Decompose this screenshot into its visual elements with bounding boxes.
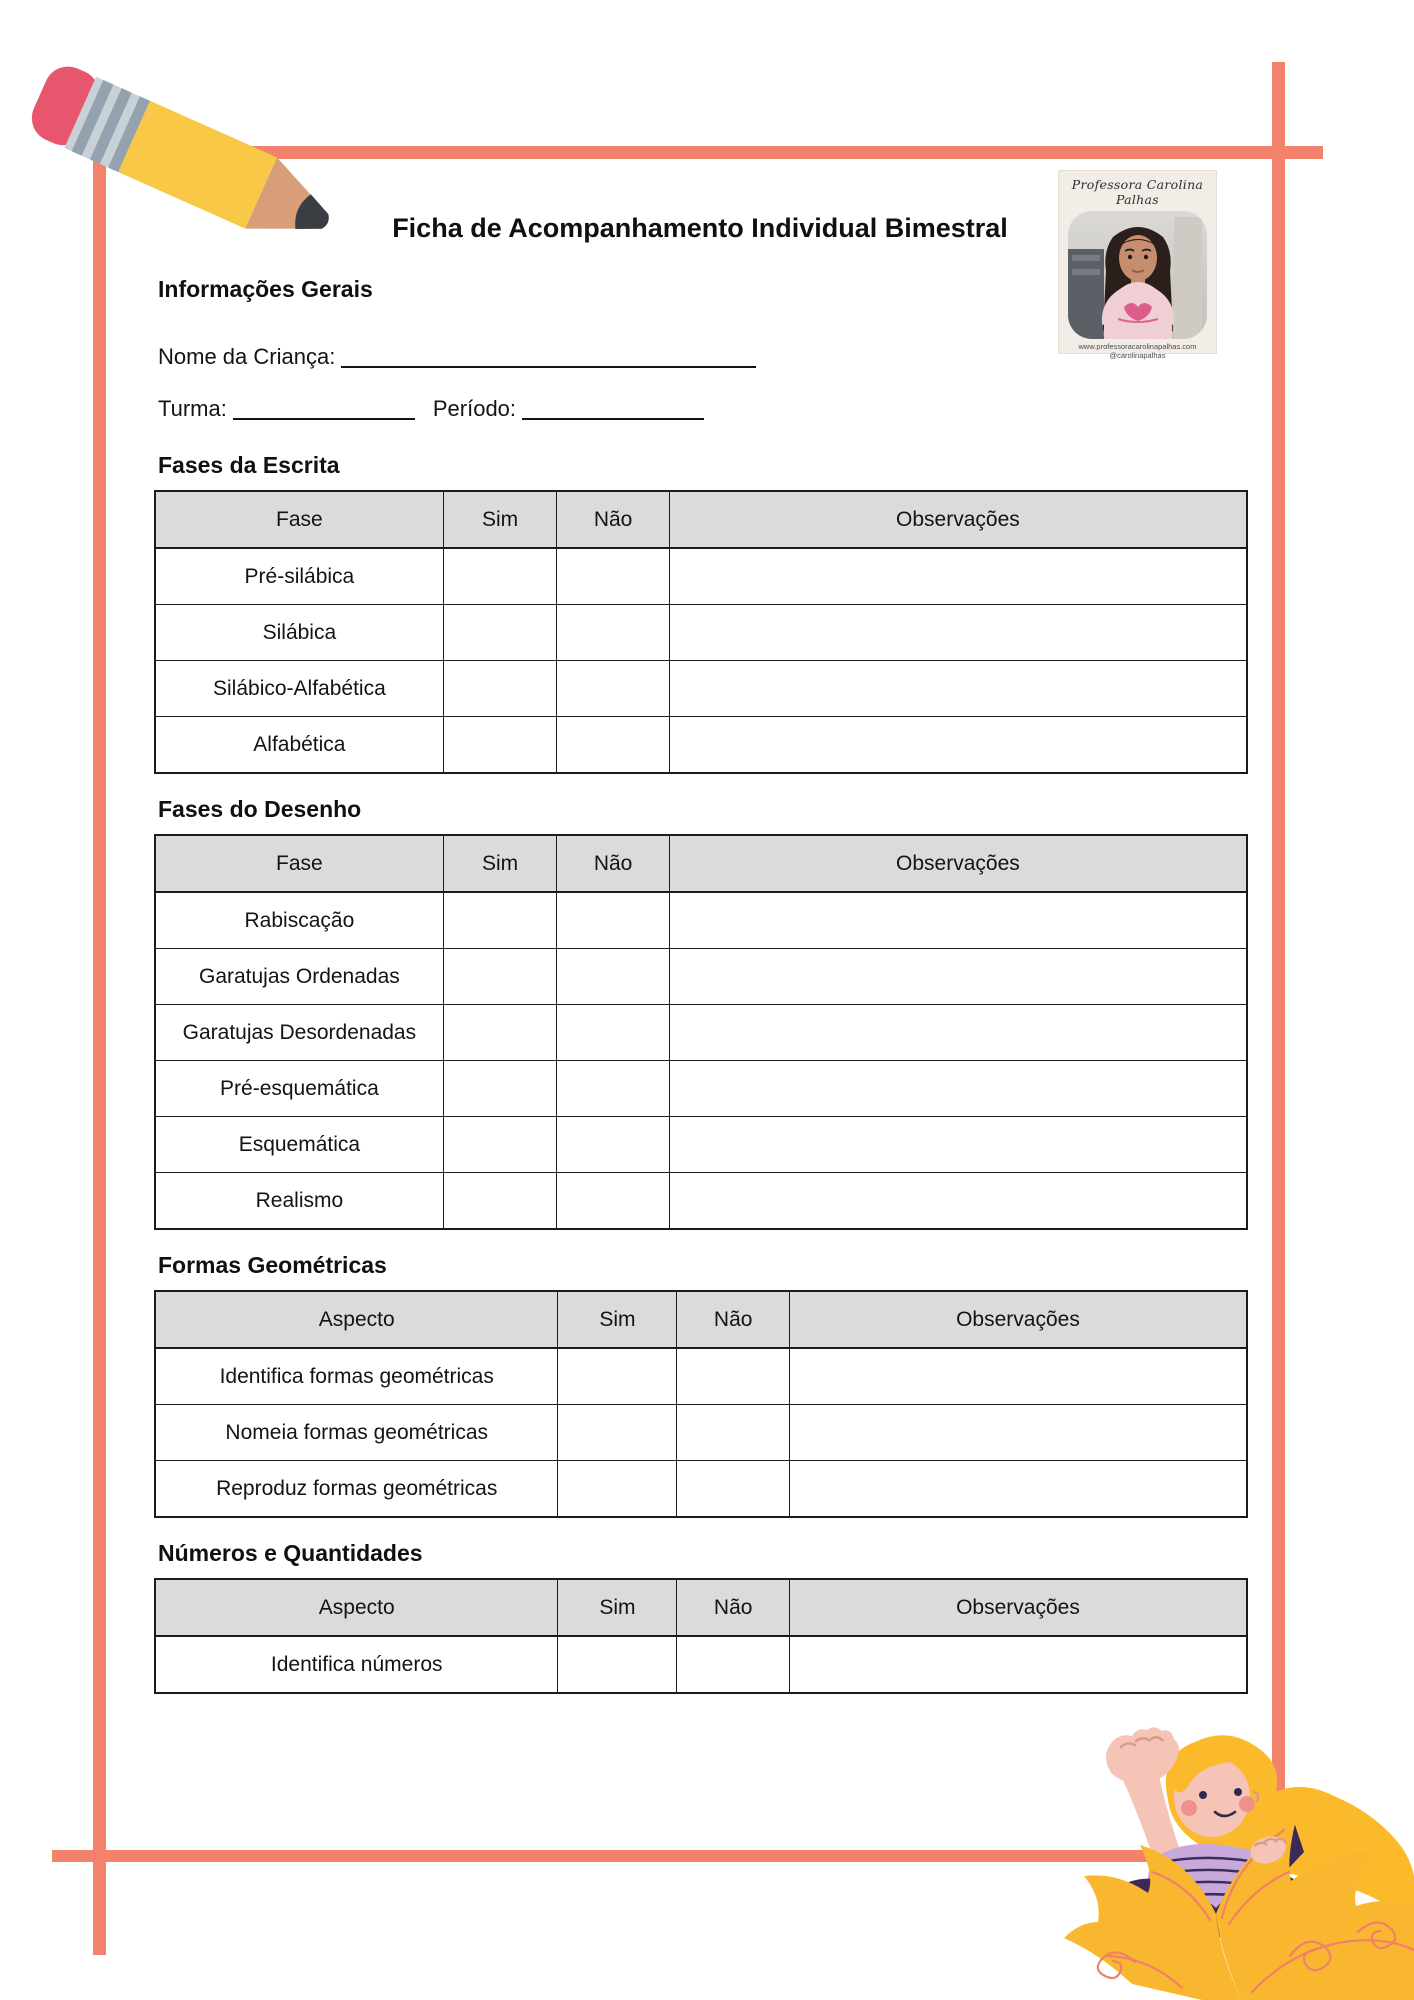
table-row [155, 1117, 1247, 1173]
class-period-line [158, 396, 704, 422]
nao-cell[interactable] [557, 949, 669, 1005]
column-header: Não [557, 835, 669, 892]
sim-cell[interactable] [443, 548, 557, 605]
column-header: Não [677, 1291, 789, 1348]
nao-cell[interactable] [557, 548, 669, 605]
row-label: Rabiscação [155, 892, 443, 949]
observacoes-cell[interactable] [789, 1636, 1247, 1693]
header-row [155, 1291, 1247, 1348]
table-row [155, 1405, 1247, 1461]
header-row [155, 491, 1247, 548]
sim-cell[interactable] [443, 892, 557, 949]
nao-cell[interactable] [557, 717, 669, 774]
page-title: Ficha de Acompanhamento Individual Bimestral [392, 213, 1008, 243]
nao-cell[interactable] [677, 1461, 789, 1518]
girl-reading-book-icon [1040, 1700, 1414, 2000]
table-row [155, 1348, 1247, 1405]
sim-cell[interactable] [443, 1061, 557, 1117]
sim-cell[interactable] [558, 1348, 677, 1405]
class-blank-line[interactable] [233, 396, 415, 420]
pencil-icon [30, 45, 390, 305]
column-header: Observações [669, 835, 1247, 892]
section-heading: Formas Geométricas [158, 1252, 387, 1278]
column-header: Sim [443, 491, 557, 548]
row-label: Reproduz formas geométricas [155, 1461, 558, 1518]
table-row [155, 548, 1247, 605]
pencil-body [118, 101, 277, 229]
nao-cell[interactable] [557, 1005, 669, 1061]
class-label: Turma: [158, 396, 227, 421]
row-label: Identifica números [155, 1636, 558, 1693]
column-header: Fase [155, 835, 443, 892]
observacoes-cell[interactable] [669, 949, 1247, 1005]
section-heading: Fases do Desenho [158, 796, 362, 822]
row-label: Esquemática [155, 1117, 443, 1173]
sim-cell[interactable] [558, 1405, 677, 1461]
table-row [155, 1173, 1247, 1230]
row-label: Silábica [155, 605, 443, 661]
observacoes-cell[interactable] [669, 605, 1247, 661]
observation-table [154, 1290, 1248, 1518]
row-label: Pré-silábica [155, 548, 443, 605]
observacoes-cell[interactable] [669, 661, 1247, 717]
column-header: Sim [558, 1579, 677, 1636]
teacher-name: Professora Carolina Palhas [1071, 177, 1204, 207]
row-label: Garatujas Desordenadas [155, 1005, 443, 1061]
section-2 [154, 796, 1248, 1230]
table-row [155, 1005, 1247, 1061]
header-row [155, 835, 1247, 892]
column-header: Não [677, 1579, 789, 1636]
observacoes-cell[interactable] [669, 1061, 1247, 1117]
observacoes-cell[interactable] [669, 1117, 1247, 1173]
sim-cell[interactable] [558, 1461, 677, 1518]
column-header: Fase [155, 491, 443, 548]
nao-cell[interactable] [557, 1117, 669, 1173]
child-name-blank-line[interactable] [341, 344, 756, 368]
sim-cell[interactable] [443, 605, 557, 661]
table-row [155, 949, 1247, 1005]
teacher-website: www.professoracarolinapalhas.com [1078, 342, 1197, 351]
sim-cell[interactable] [443, 1005, 557, 1061]
nao-cell[interactable] [557, 605, 669, 661]
observacoes-cell[interactable] [669, 548, 1247, 605]
observation-table [154, 834, 1248, 1230]
period-label: Período: [432, 396, 517, 421]
table-row [155, 1061, 1247, 1117]
table-row [155, 717, 1247, 774]
column-header: Sim [558, 1291, 677, 1348]
column-header: Aspecto [155, 1291, 558, 1348]
observation-table [154, 490, 1248, 774]
sim-cell[interactable] [443, 1117, 557, 1173]
period-blank-line[interactable] [522, 396, 704, 420]
section-4 [154, 1540, 1248, 1694]
table-row [155, 892, 1247, 949]
section-3 [154, 1252, 1248, 1518]
nao-cell[interactable] [557, 1173, 669, 1230]
row-label: Silábico-Alfabética [155, 661, 443, 717]
teacher-face [1119, 235, 1157, 281]
teacher-photo [1068, 211, 1207, 339]
nao-cell[interactable] [677, 1636, 789, 1693]
section-heading: Fases da Escrita [158, 452, 340, 478]
teacher-photo-badge [1058, 170, 1217, 360]
sim-cell[interactable] [443, 1173, 557, 1230]
nao-cell[interactable] [677, 1405, 789, 1461]
observacoes-cell[interactable] [669, 717, 1247, 774]
header-row [155, 1579, 1247, 1636]
table-row [155, 661, 1247, 717]
sim-cell[interactable] [558, 1636, 677, 1693]
observacoes-cell[interactable] [789, 1405, 1247, 1461]
sim-cell[interactable] [443, 661, 557, 717]
table-row [155, 605, 1247, 661]
frame-border-right [1272, 62, 1285, 1860]
table-row [155, 1636, 1247, 1693]
observacoes-cell[interactable] [789, 1348, 1247, 1405]
nao-cell[interactable] [557, 1061, 669, 1117]
row-label: Realismo [155, 1173, 443, 1230]
observation-table [154, 1578, 1248, 1694]
child-name-line [158, 344, 756, 370]
column-header: Não [557, 491, 669, 548]
observacoes-cell[interactable] [669, 1173, 1247, 1230]
frame-border-left [93, 150, 106, 1955]
section-1 [154, 452, 1248, 774]
sim-cell[interactable] [443, 949, 557, 1005]
row-label: Garatujas Ordenadas [155, 949, 443, 1005]
column-header: Observações [669, 491, 1247, 548]
row-label: Identifica formas geométricas [155, 1348, 558, 1405]
row-label: Nomeia formas geométricas [155, 1405, 558, 1461]
teacher-handle: @carolinapalhas [1109, 351, 1166, 360]
row-label: Pré-esquemática [155, 1061, 443, 1117]
column-header: Observações [789, 1579, 1247, 1636]
column-header: Aspecto [155, 1579, 558, 1636]
column-header: Sim [443, 835, 557, 892]
section-heading-informacoes-gerais: Informações Gerais [158, 276, 373, 302]
table-row [155, 1461, 1247, 1518]
observacoes-cell[interactable] [669, 892, 1247, 949]
nao-cell[interactable] [557, 892, 669, 949]
observacoes-cell[interactable] [789, 1461, 1247, 1518]
nao-cell[interactable] [557, 661, 669, 717]
section-heading: Números e Quantidades [158, 1540, 423, 1566]
sim-cell[interactable] [443, 717, 557, 774]
row-label: Alfabética [155, 717, 443, 774]
observacoes-cell[interactable] [669, 1005, 1247, 1061]
nao-cell[interactable] [677, 1348, 789, 1405]
observation-sections [154, 452, 1248, 1694]
column-header: Observações [789, 1291, 1247, 1348]
child-name-label: Nome da Criança: [158, 344, 336, 369]
